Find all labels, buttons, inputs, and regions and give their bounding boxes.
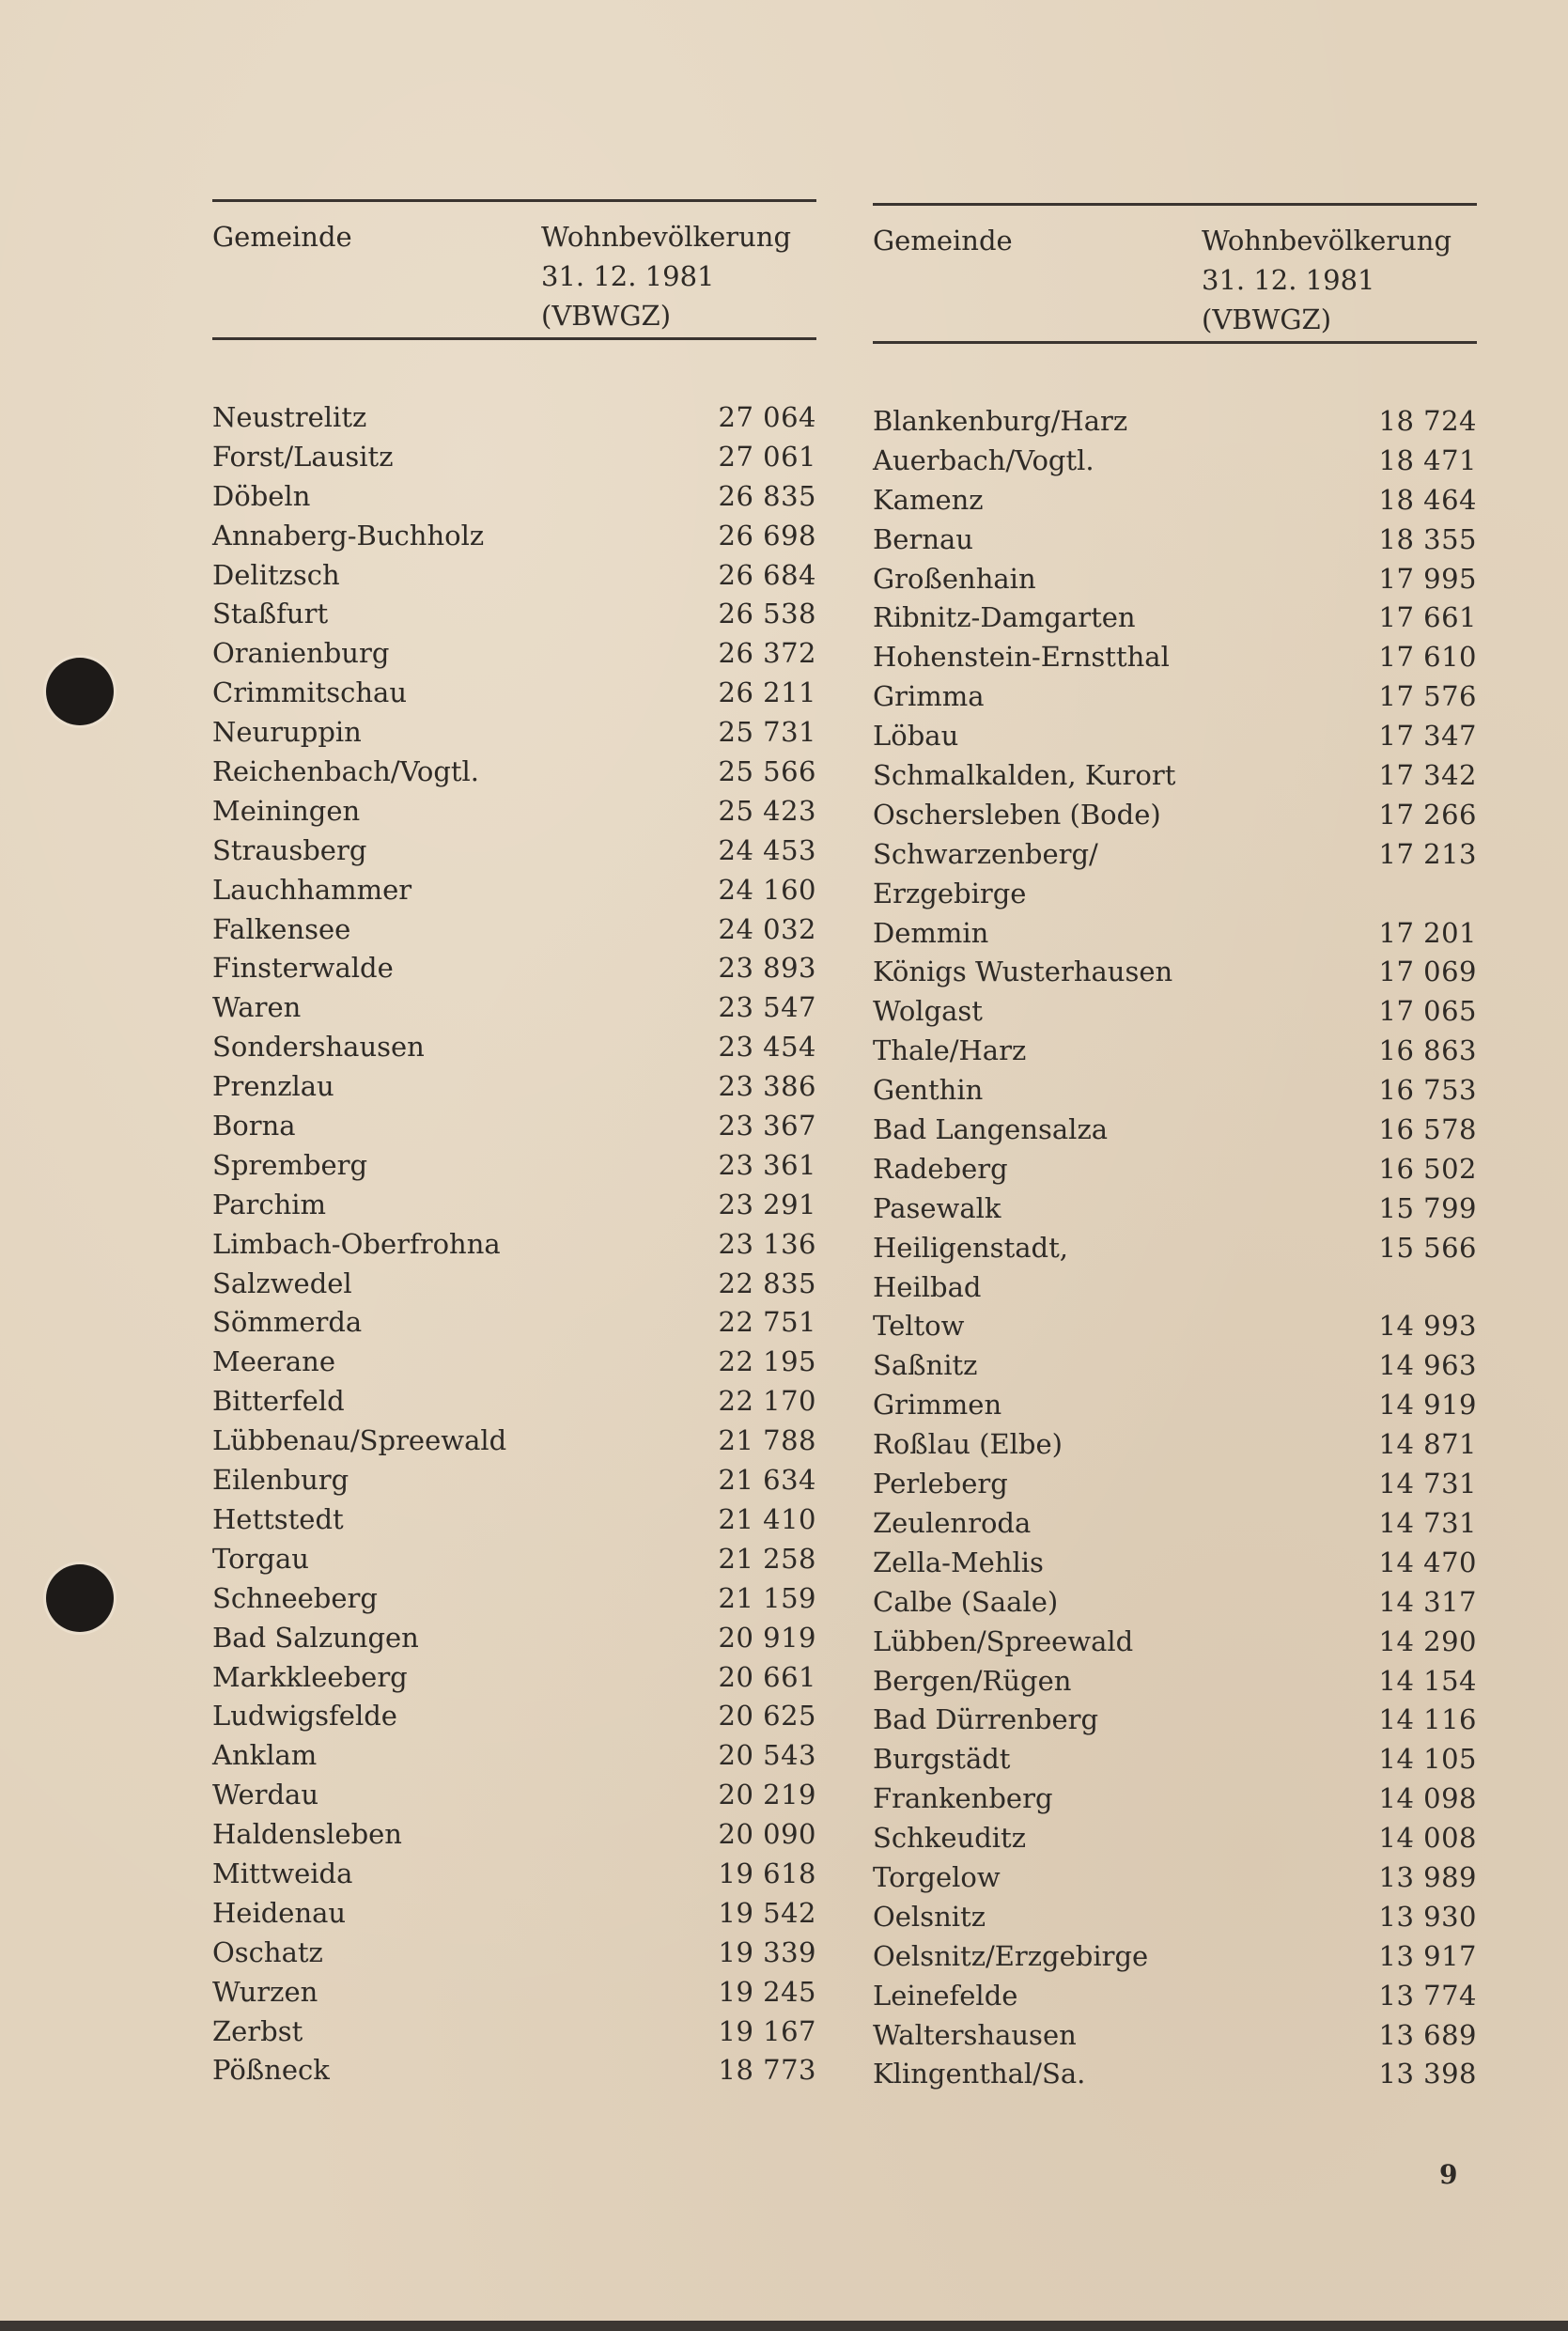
population-value: 17 347 [1378, 720, 1477, 753]
population-value: 20 661 [718, 1660, 816, 1693]
municipality-name: Strausberg [212, 833, 367, 866]
population-value: 19 339 [718, 1935, 816, 1968]
table-row [212, 1934, 816, 1973]
municipality-name: Bad Langensalza [873, 1113, 1109, 1146]
table-row [873, 560, 1477, 599]
municipality-name: Schkeuditz [873, 1822, 1026, 1855]
table-row [212, 1736, 816, 1776]
municipality-name: Frankenberg [873, 1782, 1053, 1815]
header-gemeinde: Gemeinde [212, 221, 352, 253]
municipality-name: Reichenbach/Vogtl. [212, 755, 480, 788]
table-row [873, 1386, 1477, 1425]
municipality-name: Meiningen [212, 794, 361, 827]
population-value: 17 661 [1378, 601, 1477, 634]
table-row [212, 1146, 816, 1186]
population-value: 18 464 [1378, 483, 1477, 516]
municipality-name: Mittweida [212, 1857, 353, 1889]
municipality-name: Bitterfeld [212, 1385, 345, 1418]
population-value: 17 201 [1378, 916, 1477, 949]
population-value: 26 211 [718, 676, 816, 709]
table-row [212, 674, 816, 713]
table-header-rule [212, 337, 816, 340]
municipality-name: Grimma [873, 680, 985, 713]
table-row [873, 1346, 1477, 1386]
table-row [212, 1343, 816, 1382]
header-population-date: 31. 12. 1981 [541, 260, 715, 292]
municipality-name: Borna [212, 1110, 296, 1142]
municipality-name: Demmin [873, 916, 989, 949]
table-row [212, 1619, 816, 1658]
municipality-name: Blankenburg/Harz [873, 405, 1128, 437]
municipality-name: Oschatz [212, 1935, 323, 1968]
population-value: 27 064 [718, 401, 816, 433]
table-row [212, 634, 816, 674]
municipality-name: Waltershausen [873, 2018, 1077, 2051]
table-row [873, 2016, 1477, 2056]
header-population-source: (VBWGZ) [541, 300, 672, 332]
municipality-name: Oelsnitz [873, 1900, 986, 1933]
table-row [873, 1623, 1477, 1662]
page-bottom-edge [0, 2321, 1568, 2331]
table-row [212, 398, 816, 438]
table-row [873, 638, 1477, 677]
table-row [873, 1937, 1477, 1977]
table-row [212, 831, 816, 871]
municipality-name: Limbach-Oberfrohna [212, 1227, 501, 1260]
table-row [873, 1779, 1477, 1819]
municipality-name: Hohenstein-Ernstthal [873, 641, 1170, 674]
table-row [212, 988, 816, 1028]
table-row [212, 753, 816, 792]
municipality-name: Roßlau (Elbe) [873, 1428, 1063, 1461]
table-row [212, 1067, 816, 1107]
punch-hole [46, 658, 114, 725]
municipality-name: Torgelow [873, 1860, 1001, 1893]
table-row [873, 1465, 1477, 1504]
municipality-name: Lauchhammer [212, 873, 412, 906]
population-value: 17 069 [1378, 956, 1477, 988]
population-value: 23 386 [718, 1070, 816, 1103]
table-row [212, 792, 816, 831]
municipality-name: Genthin [873, 1074, 984, 1107]
population-value: 26 372 [718, 637, 816, 670]
table-row [873, 1111, 1477, 1150]
population-value: 18 773 [718, 2054, 816, 2087]
municipality-name: Oranienburg [212, 637, 390, 670]
municipality-name: Torgau [212, 1542, 309, 1575]
population-value: 19 167 [718, 2014, 816, 2047]
population-value: 18 355 [1378, 522, 1477, 555]
population-value: 13 689 [1378, 2018, 1477, 2051]
table-row [212, 1973, 816, 2012]
table-header-rule [873, 341, 1477, 344]
population-value: 26 538 [718, 598, 816, 630]
table-row [873, 1032, 1477, 1071]
municipality-name: Teltow [873, 1310, 965, 1343]
table-row [873, 1504, 1477, 1544]
municipality-name: Ribnitz-Damgarten [873, 601, 1136, 634]
table-row [873, 1268, 1477, 1308]
population-value: 26 698 [718, 519, 816, 552]
table-row [212, 477, 816, 517]
table-row [212, 1776, 816, 1815]
population-value: 14 993 [1378, 1310, 1477, 1343]
population-value: 14 105 [1378, 1743, 1477, 1776]
table-row [873, 1898, 1477, 1937]
municipality-name: Markkleeberg [212, 1660, 408, 1693]
population-value: 23 136 [718, 1227, 816, 1260]
population-value: 14 731 [1378, 1468, 1477, 1500]
population-table-left [212, 199, 816, 2090]
population-value: 24 032 [718, 912, 816, 945]
header-gemeinde: Gemeinde [873, 225, 1013, 256]
table-header [873, 206, 1477, 341]
municipality-name: Sömmerda [212, 1306, 363, 1339]
municipality-name: Löbau [873, 720, 959, 753]
municipality-name: Burgstädt [873, 1743, 1011, 1776]
table-row [212, 1697, 816, 1736]
municipality-name: Eilenburg [212, 1464, 349, 1497]
municipality-name: Ludwigsfelde [212, 1700, 397, 1733]
table-row [212, 2051, 816, 2090]
population-value: 21 634 [718, 1464, 816, 1497]
population-value: 23 367 [718, 1110, 816, 1142]
municipality-name: Salzwedel [212, 1267, 352, 1299]
table-row [873, 2055, 1477, 2094]
municipality-name: Zella-Mehlis [873, 1546, 1044, 1578]
municipality-name: Werdau [212, 1779, 318, 1811]
municipality-name: Kamenz [873, 483, 984, 516]
municipality-name: Döbeln [212, 479, 311, 512]
population-value: 18 724 [1378, 405, 1477, 437]
population-value: 14 317 [1378, 1585, 1477, 1618]
table-row [873, 1819, 1477, 1858]
municipality-name: Heiligenstadt, [873, 1231, 1068, 1264]
population-value: 27 061 [718, 440, 816, 473]
table-row [873, 1425, 1477, 1465]
population-value: 25 731 [718, 716, 816, 749]
table-row [873, 953, 1477, 992]
table-row [873, 1858, 1477, 1898]
municipality-name: Staßfurt [212, 598, 329, 630]
population-value: 18 471 [1378, 443, 1477, 476]
municipality-name: Saßnitz [873, 1349, 978, 1382]
table-row [212, 910, 816, 950]
table-row [873, 481, 1477, 521]
population-value: 22 751 [718, 1306, 816, 1339]
population-value: 23 361 [718, 1148, 816, 1181]
municipality-name: Delitzsch [212, 558, 340, 591]
population-value: 25 566 [718, 755, 816, 788]
header-population [1202, 221, 1452, 335]
table-row [873, 677, 1477, 717]
population-value: 13 917 [1378, 1939, 1477, 1972]
table-row [212, 1028, 816, 1067]
population-value: 17 266 [1378, 798, 1477, 831]
table-row [873, 1307, 1477, 1346]
table-header [212, 202, 816, 337]
municipality-name: Heidenau [212, 1896, 347, 1929]
municipality-name: Thale/Harz [873, 1034, 1027, 1067]
municipality-name: Perleberg [873, 1468, 1008, 1500]
municipality-name: Grimmen [873, 1389, 1002, 1422]
population-value: 13 398 [1378, 2058, 1477, 2090]
municipality-name: Anklam [212, 1739, 318, 1772]
population-table-right [873, 203, 1477, 2094]
table-row [212, 556, 816, 596]
population-value: 17 342 [1378, 759, 1477, 792]
municipality-name: Prenzlau [212, 1070, 334, 1103]
municipality-name: Neuruppin [212, 716, 362, 749]
table-row [212, 1265, 816, 1304]
population-value: 15 566 [1378, 1231, 1477, 1264]
municipality-name: Lübbenau/Spreewald [212, 1424, 507, 1457]
population-value: 21 258 [718, 1542, 816, 1575]
header-population-title: Wohnbevölkerung [1202, 225, 1452, 256]
table-row [212, 2012, 816, 2052]
municipality-name: Annaberg-Buchholz [212, 519, 485, 552]
table-row [873, 1662, 1477, 1702]
table-row [873, 796, 1477, 835]
municipality-name: Erzgebirge [873, 877, 1027, 909]
table-row [212, 1186, 816, 1225]
table-row [212, 1303, 816, 1343]
table-row [212, 595, 816, 634]
population-value: 17 995 [1378, 562, 1477, 595]
municipality-name: Haldensleben [212, 1818, 402, 1851]
municipality-name: Neustrelitz [212, 401, 367, 433]
population-value: 21 159 [718, 1581, 816, 1614]
population-value: 15 799 [1378, 1191, 1477, 1224]
municipality-name: Auerbach/Vogtl. [873, 443, 1094, 476]
table-row [212, 1382, 816, 1422]
table-row [873, 835, 1477, 875]
table-row [212, 713, 816, 753]
municipality-name: Calbe (Saale) [873, 1585, 1059, 1618]
population-value: 16 753 [1378, 1074, 1477, 1107]
population-value: 23 893 [718, 952, 816, 985]
municipality-name: Bernau [873, 522, 973, 555]
population-value: 14 290 [1378, 1624, 1477, 1657]
municipality-name: Bergen/Rügen [873, 1664, 1072, 1697]
municipality-name: Spremberg [212, 1148, 368, 1181]
municipality-name: Forst/Lausitz [212, 440, 394, 473]
population-value: 14 116 [1378, 1703, 1477, 1736]
table-row [873, 1977, 1477, 2016]
municipality-name: Heilbad [873, 1270, 982, 1303]
population-value: 17 576 [1378, 680, 1477, 713]
population-value: 20 090 [718, 1818, 816, 1851]
population-value: 20 543 [718, 1739, 816, 1772]
municipality-name: Pasewalk [873, 1191, 1001, 1224]
page-number: 9 [1439, 2159, 1458, 2190]
table-row [873, 1701, 1477, 1740]
table-row [212, 438, 816, 477]
population-value: 23 454 [718, 1031, 816, 1064]
table-row [873, 598, 1477, 638]
header-population [541, 217, 792, 332]
municipality-name: Schmalkalden, Kurort [873, 759, 1176, 792]
table-body [212, 398, 816, 2090]
table-row [212, 1658, 816, 1698]
table-row [212, 949, 816, 988]
table-row [212, 871, 816, 910]
table-row [212, 1500, 816, 1540]
table-row [873, 1229, 1477, 1268]
table-row [873, 1583, 1477, 1623]
municipality-name: Oschersleben (Bode) [873, 798, 1161, 831]
municipality-name: Sondershausen [212, 1031, 425, 1064]
table-row [873, 756, 1477, 796]
population-value: 25 423 [718, 794, 816, 827]
population-value: 23 547 [718, 991, 816, 1024]
header-population-title: Wohnbevölkerung [541, 221, 792, 253]
table-row [873, 1740, 1477, 1779]
municipality-name: Schneeberg [212, 1581, 378, 1614]
municipality-name: Hettstedt [212, 1502, 344, 1535]
population-value: 22 835 [718, 1267, 816, 1299]
table-row [212, 1422, 816, 1461]
population-value: 14 963 [1378, 1349, 1477, 1382]
population-value: 14 871 [1378, 1428, 1477, 1461]
municipality-name: Meerane [212, 1345, 336, 1378]
municipality-name: Großenhain [873, 562, 1036, 595]
municipality-name: Zeulenroda [873, 1506, 1032, 1539]
table-row [873, 992, 1477, 1032]
population-value: 16 863 [1378, 1034, 1477, 1067]
table-row [873, 1189, 1477, 1229]
population-value: 20 919 [718, 1621, 816, 1654]
table-row [212, 1855, 816, 1894]
population-value: 21 788 [718, 1424, 816, 1457]
population-value: 24 160 [718, 873, 816, 906]
population-value: 20 625 [718, 1700, 816, 1733]
table-row [873, 442, 1477, 481]
population-value: 19 245 [718, 1975, 816, 2008]
municipality-name: Königs Wusterhausen [873, 956, 1173, 988]
municipality-name: Bad Salzungen [212, 1621, 419, 1654]
municipality-name: Crimmitschau [212, 676, 408, 709]
population-value: 20 219 [718, 1779, 816, 1811]
municipality-name: Leinefelde [873, 1979, 1018, 2012]
table-row [212, 1225, 816, 1265]
population-value: 26 835 [718, 479, 816, 512]
municipality-name: Lübben/Spreewald [873, 1624, 1134, 1657]
population-value: 21 410 [718, 1502, 816, 1535]
municipality-name: Schwarzenberg/ [873, 837, 1098, 870]
table-row [873, 717, 1477, 756]
municipality-name: Bad Dürrenberg [873, 1703, 1099, 1736]
table-row [873, 402, 1477, 442]
municipality-name: Klingenthal/Sa. [873, 2058, 1086, 2090]
header-population-date: 31. 12. 1981 [1202, 264, 1375, 296]
population-value: 26 684 [718, 558, 816, 591]
municipality-name: Pößneck [212, 2054, 330, 2087]
population-value: 13 930 [1378, 1900, 1477, 1933]
table-row [873, 914, 1477, 954]
table-row [212, 1461, 816, 1500]
population-value: 13 989 [1378, 1860, 1477, 1893]
table-row [212, 1894, 816, 1934]
table-row [212, 1815, 816, 1855]
header-population-source: (VBWGZ) [1202, 303, 1332, 335]
municipality-name: Wurzen [212, 1975, 318, 2008]
table-row [212, 1107, 816, 1146]
population-value: 17 213 [1378, 837, 1477, 870]
municipality-name: Radeberg [873, 1152, 1008, 1185]
population-value: 22 170 [718, 1385, 816, 1418]
population-value: 14 470 [1378, 1546, 1477, 1578]
population-value: 13 774 [1378, 1979, 1477, 2012]
municipality-name: Parchim [212, 1188, 327, 1220]
population-value: 16 502 [1378, 1152, 1477, 1185]
municipality-name: Finsterwalde [212, 952, 394, 985]
table-row [873, 1071, 1477, 1111]
table-row [873, 521, 1477, 560]
municipality-name: Zerbst [212, 2014, 303, 2047]
population-value: 14 154 [1378, 1664, 1477, 1697]
table-body [873, 402, 1477, 2094]
population-value: 19 542 [718, 1896, 816, 1929]
municipality-name: Wolgast [873, 995, 983, 1028]
population-value: 16 578 [1378, 1113, 1477, 1146]
punch-hole [46, 1564, 114, 1632]
municipality-name: Oelsnitz/Erzgebirge [873, 1939, 1149, 1972]
population-value: 17 610 [1378, 641, 1477, 674]
table-row [873, 1544, 1477, 1583]
table-row [873, 875, 1477, 914]
municipality-name: Waren [212, 991, 302, 1024]
population-value: 14 731 [1378, 1506, 1477, 1539]
population-value: 14 098 [1378, 1782, 1477, 1815]
population-value: 23 291 [718, 1188, 816, 1220]
table-row [212, 1540, 816, 1579]
population-value: 22 195 [718, 1345, 816, 1378]
population-value: 24 453 [718, 833, 816, 866]
table-row [212, 517, 816, 556]
table-row [212, 1579, 816, 1619]
table-row [873, 1150, 1477, 1189]
population-value: 14 919 [1378, 1389, 1477, 1422]
population-value: 17 065 [1378, 995, 1477, 1028]
population-value: 14 008 [1378, 1822, 1477, 1855]
population-value: 19 618 [718, 1857, 816, 1889]
municipality-name: Falkensee [212, 912, 351, 945]
